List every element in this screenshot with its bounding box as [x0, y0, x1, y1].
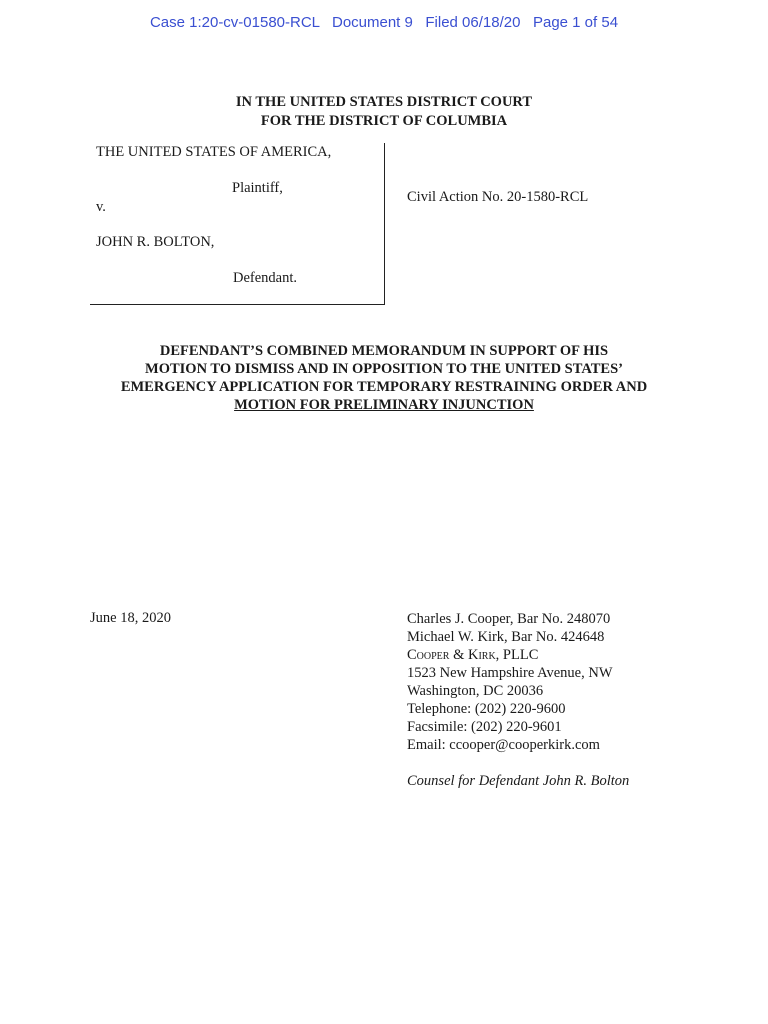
- filing-date: June 18, 2020: [90, 610, 171, 626]
- ecf-header-stamp: [0, 14, 768, 31]
- memorandum-title-line-2: MOTION TO DISMISS AND IN OPPOSITION TO THE UNITED STATES’: [145, 361, 623, 377]
- memorandum-title-line-4: MOTION FOR PRELIMINARY INJUNCTION: [234, 397, 534, 413]
- document-number: Document 9: [331, 14, 413, 31]
- plaintiff-name: THE UNITED STATES OF AMERICA,: [96, 144, 332, 160]
- memorandum-title-line-1: DEFENDANT’S COMBINED MEMORANDUM IN SUPPORT OF HIS: [159, 343, 609, 359]
- memorandum-title: [0, 342, 768, 414]
- case-caption-box: [90, 143, 385, 305]
- address-street: 1523 New Hampshire Avenue, NW: [407, 665, 613, 681]
- versus-label: v.: [96, 199, 106, 215]
- filed-date: Filed 06/18/20: [425, 14, 521, 31]
- attorney-kirk: Michael W. Kirk, Bar No. 424648: [407, 629, 605, 645]
- defendant-name: JOHN R. BOLTON,: [96, 234, 215, 250]
- memorandum-title-line-3: EMERGENCY APPLICATION FOR TEMPORARY RESTRAINING ORDER AND: [120, 379, 648, 395]
- plaintiff-role: Plaintiff,: [232, 180, 283, 196]
- email: Email: ccooper@cooperkirk.com: [407, 737, 600, 753]
- page-count: Page 1 of 54: [532, 14, 619, 31]
- civil-action-number: Civil Action No. 20-1580-RCL: [407, 189, 589, 205]
- defendant-role: Defendant.: [233, 270, 298, 286]
- law-firm-name: Cooper & Kirk, PLLC: [407, 647, 539, 663]
- counsel-role: Counsel for Defendant John R. Bolton: [407, 773, 630, 789]
- case-number: Case 1:20-cv-01580-RCL: [149, 14, 320, 31]
- court-heading-line-2: FOR THE DISTRICT OF COLUMBIA: [260, 113, 508, 129]
- facsimile: Facsimile: (202) 220-9601: [407, 719, 562, 735]
- address-city: Washington, DC 20036: [407, 683, 544, 699]
- court-heading-line-1: IN THE UNITED STATES DISTRICT COURT: [235, 94, 533, 110]
- telephone: Telephone: (202) 220-9600: [407, 701, 566, 717]
- court-heading: [0, 93, 768, 131]
- counsel-block: [407, 610, 629, 790]
- attorney-cooper: Charles J. Cooper, Bar No. 248070: [407, 611, 611, 627]
